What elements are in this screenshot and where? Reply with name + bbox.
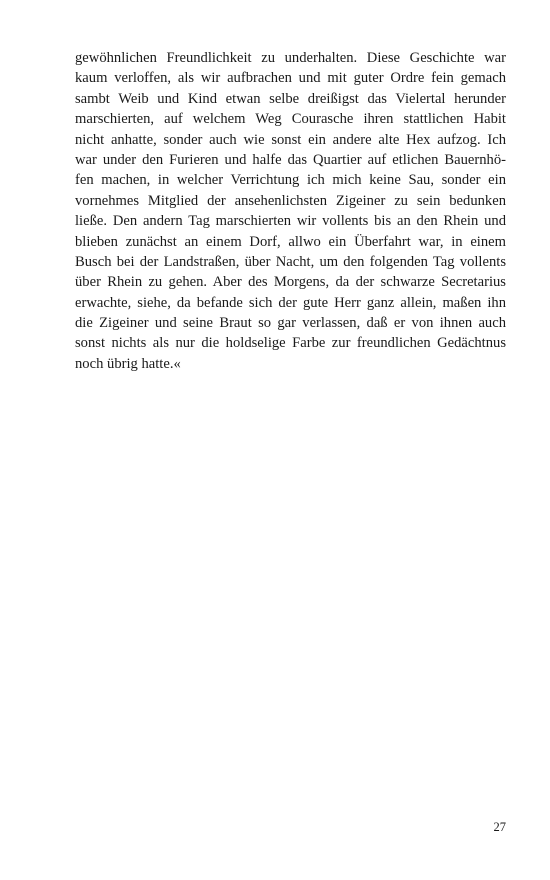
text-line: blieben zunächst an einem Dorf, allwo ein Überfahrt war, in einem xyxy=(75,233,506,250)
text-line: kaum verloffen, als wir aufbrachen und mit guter Ordre fein gemach xyxy=(75,70,506,87)
text-line: ließe. Den andern Tag marschierten wir vollents bis an den Rhein und xyxy=(75,213,506,230)
text-line: fen machen, in welcher Verrichtung ich mich keine Sau, sonder ein xyxy=(75,172,506,189)
text-line: sonst nichts als nur die holdselige Farbe zur freundlichen Gedächtnus xyxy=(75,335,506,352)
page-number: 27 xyxy=(493,820,506,834)
text-line: noch übrig hatte.« xyxy=(75,355,181,372)
text-line: die Zigeiner und seine Braut so gar verlassen, daß er von ihnen auch xyxy=(75,315,506,332)
text-line: nicht anhatte, sonder auch wie sonst ein andere alte Hex aufzog. Ich xyxy=(75,131,506,148)
text-line: war under den Furieren und halfe das Quartier auf etlichen Bauernhö- xyxy=(75,151,506,168)
text-line: marschierten, auf welchem Weg Courasche ihren stattlichen Habit xyxy=(75,111,506,128)
text-line: gewöhnlichen Freundlichkeit zu underhalten. Diese Geschichte war xyxy=(75,50,506,66)
text-line: sambt Weib und Kind etwan selbe dreißigst das Vielertal herunder xyxy=(75,90,506,107)
text-line: über Rhein zu gehen. Aber des Morgens, da der schwarze Secretarius xyxy=(75,274,506,291)
text-line: erwachte, siehe, da befande sich der gute Herr ganz allein, maßen ihn xyxy=(75,294,506,311)
text-line: vornehmes Mitglied der ansehenlichsten Zigeiner zu sein bedunken xyxy=(75,192,506,209)
body-text xyxy=(75,48,506,374)
text-line: Busch bei der Landstraßen, über Nacht, um den folgenden Tag vollents xyxy=(75,253,506,270)
